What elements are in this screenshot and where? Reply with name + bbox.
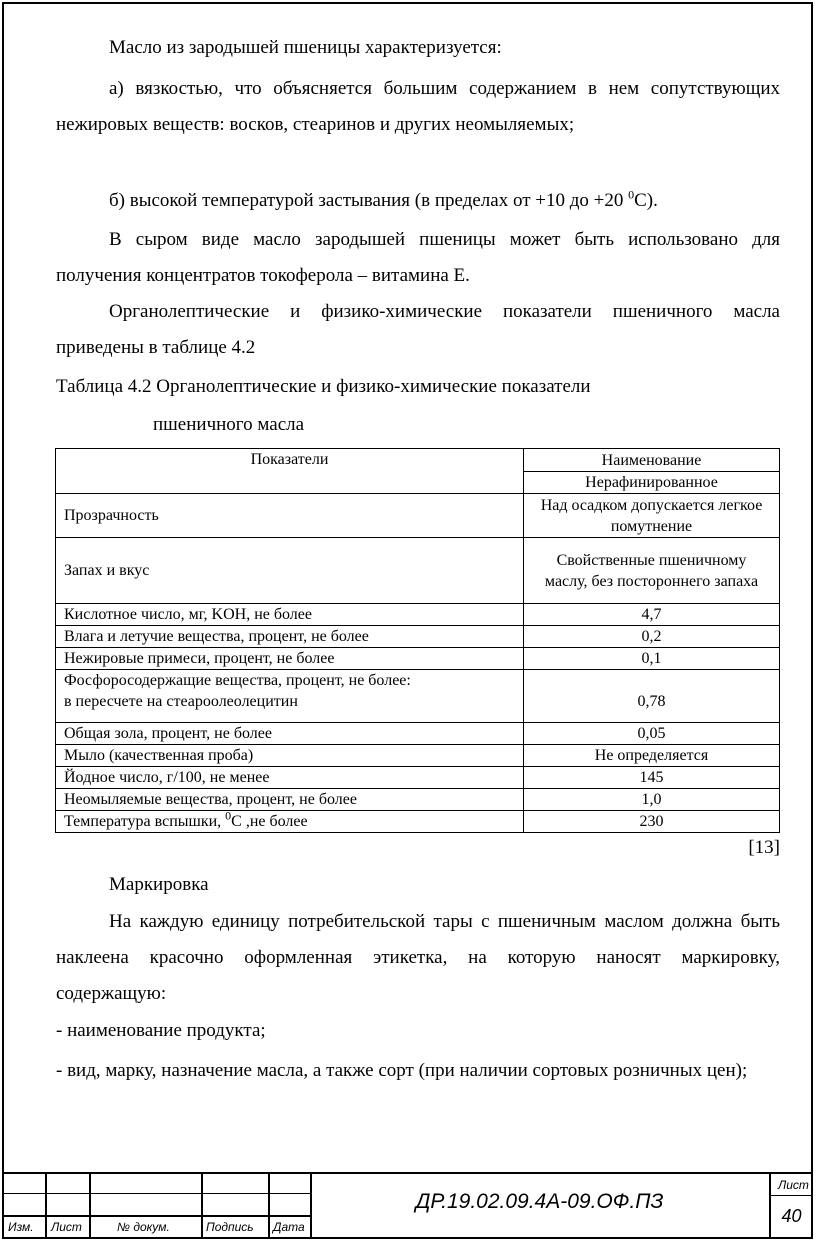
table-row: Запах и вкус Свойственные пшеничному маслу, без постороннего запаха bbox=[56, 538, 780, 604]
table-row: Кислотное число, мг, KOH, не более 4,7 bbox=[56, 604, 780, 626]
paragraph-temperature: б) высокой температурой застывания (в пределах от +10 до +20 $^0$С). bbox=[109, 187, 658, 211]
section-heading-marking: Маркировка bbox=[109, 874, 209, 895]
header-unrefined: Нерафинированное bbox=[524, 472, 780, 494]
stamp-date-label: Дата bbox=[273, 1220, 305, 1234]
reference: [13] bbox=[748, 837, 780, 858]
table-row: Мыло (качественная проба) Не определяется bbox=[56, 745, 780, 767]
table-row: Температура вспышки, $^0$С ,не более 230 bbox=[56, 811, 780, 833]
table-row: Фосфоросодержащие вещества, процент, не более: в пересчете на стеароолеолецитин 0,78 bbox=[56, 670, 780, 723]
sheet-number: 40 bbox=[781, 1206, 802, 1226]
table-row: Йодное число, г/100, не менее 145 bbox=[56, 767, 780, 789]
table-row: Прозрачность Над осадком допускается легкое помутнение bbox=[56, 494, 780, 538]
paragraph-marking: На каждую единицу потребительской тары с пшеничным маслом должна быть наклеена красочно оформленная этикетка, на которую наносят маркировку, содержащую: bbox=[56, 911, 780, 1004]
table-row: Неомыляемые вещества, процент, не более 1,0 bbox=[56, 789, 780, 811]
table-caption-line1: Таблица 4.2 Органолептические и физико-химические показатели bbox=[56, 376, 591, 397]
paragraph-viscosity: а) вязкостью, что объясняется большим содержанием в нем сопутствующих нежировых веществ: восков, стеаринов и других неомыляемых; bbox=[56, 78, 780, 135]
stamp-list-label: Лист bbox=[51, 1220, 82, 1234]
stamp-izm-label: Изм. bbox=[8, 1220, 34, 1234]
table-row: Общая зола, процент, не более 0,05 bbox=[56, 723, 780, 745]
properties-table bbox=[55, 448, 780, 833]
paragraph-intro: Масло из зародышей пшеницы характеризуется: bbox=[109, 37, 502, 58]
list-item-product-name: - наименование продукта; bbox=[56, 1020, 266, 1041]
paragraph-table-ref: Органолептические и физико-химические показатели пшеничного масла приведены в таблице 4.2 bbox=[56, 301, 780, 358]
document-code: ДР.19.02.09.4А-09.ОФ.ПЗ bbox=[415, 1190, 664, 1213]
paragraph-tocopherol: В сыром виде масло зародышей пшеницы может быть использовано для получения концентратов токоферола – витамина Е. bbox=[56, 229, 780, 286]
header-name: Наименование bbox=[524, 449, 780, 472]
stamp-signature-label: Подпись bbox=[206, 1220, 254, 1234]
list-item-type-grade: - вид, марку, назначение масла, а также сорт (при наличии сортовых розничных цен); bbox=[56, 1060, 748, 1081]
header-indicators: Показатели bbox=[56, 449, 524, 494]
table-row: Нежировые примеси, процент, не более 0,1 bbox=[56, 648, 780, 670]
sheet-label: Лист bbox=[778, 1178, 809, 1192]
stamp-doc-num-label: № докум. bbox=[117, 1220, 170, 1234]
table-row: Влага и летучие вещества, процент, не более 0,2 bbox=[56, 626, 780, 648]
table-caption-line2: пшеничного масла bbox=[153, 414, 305, 435]
